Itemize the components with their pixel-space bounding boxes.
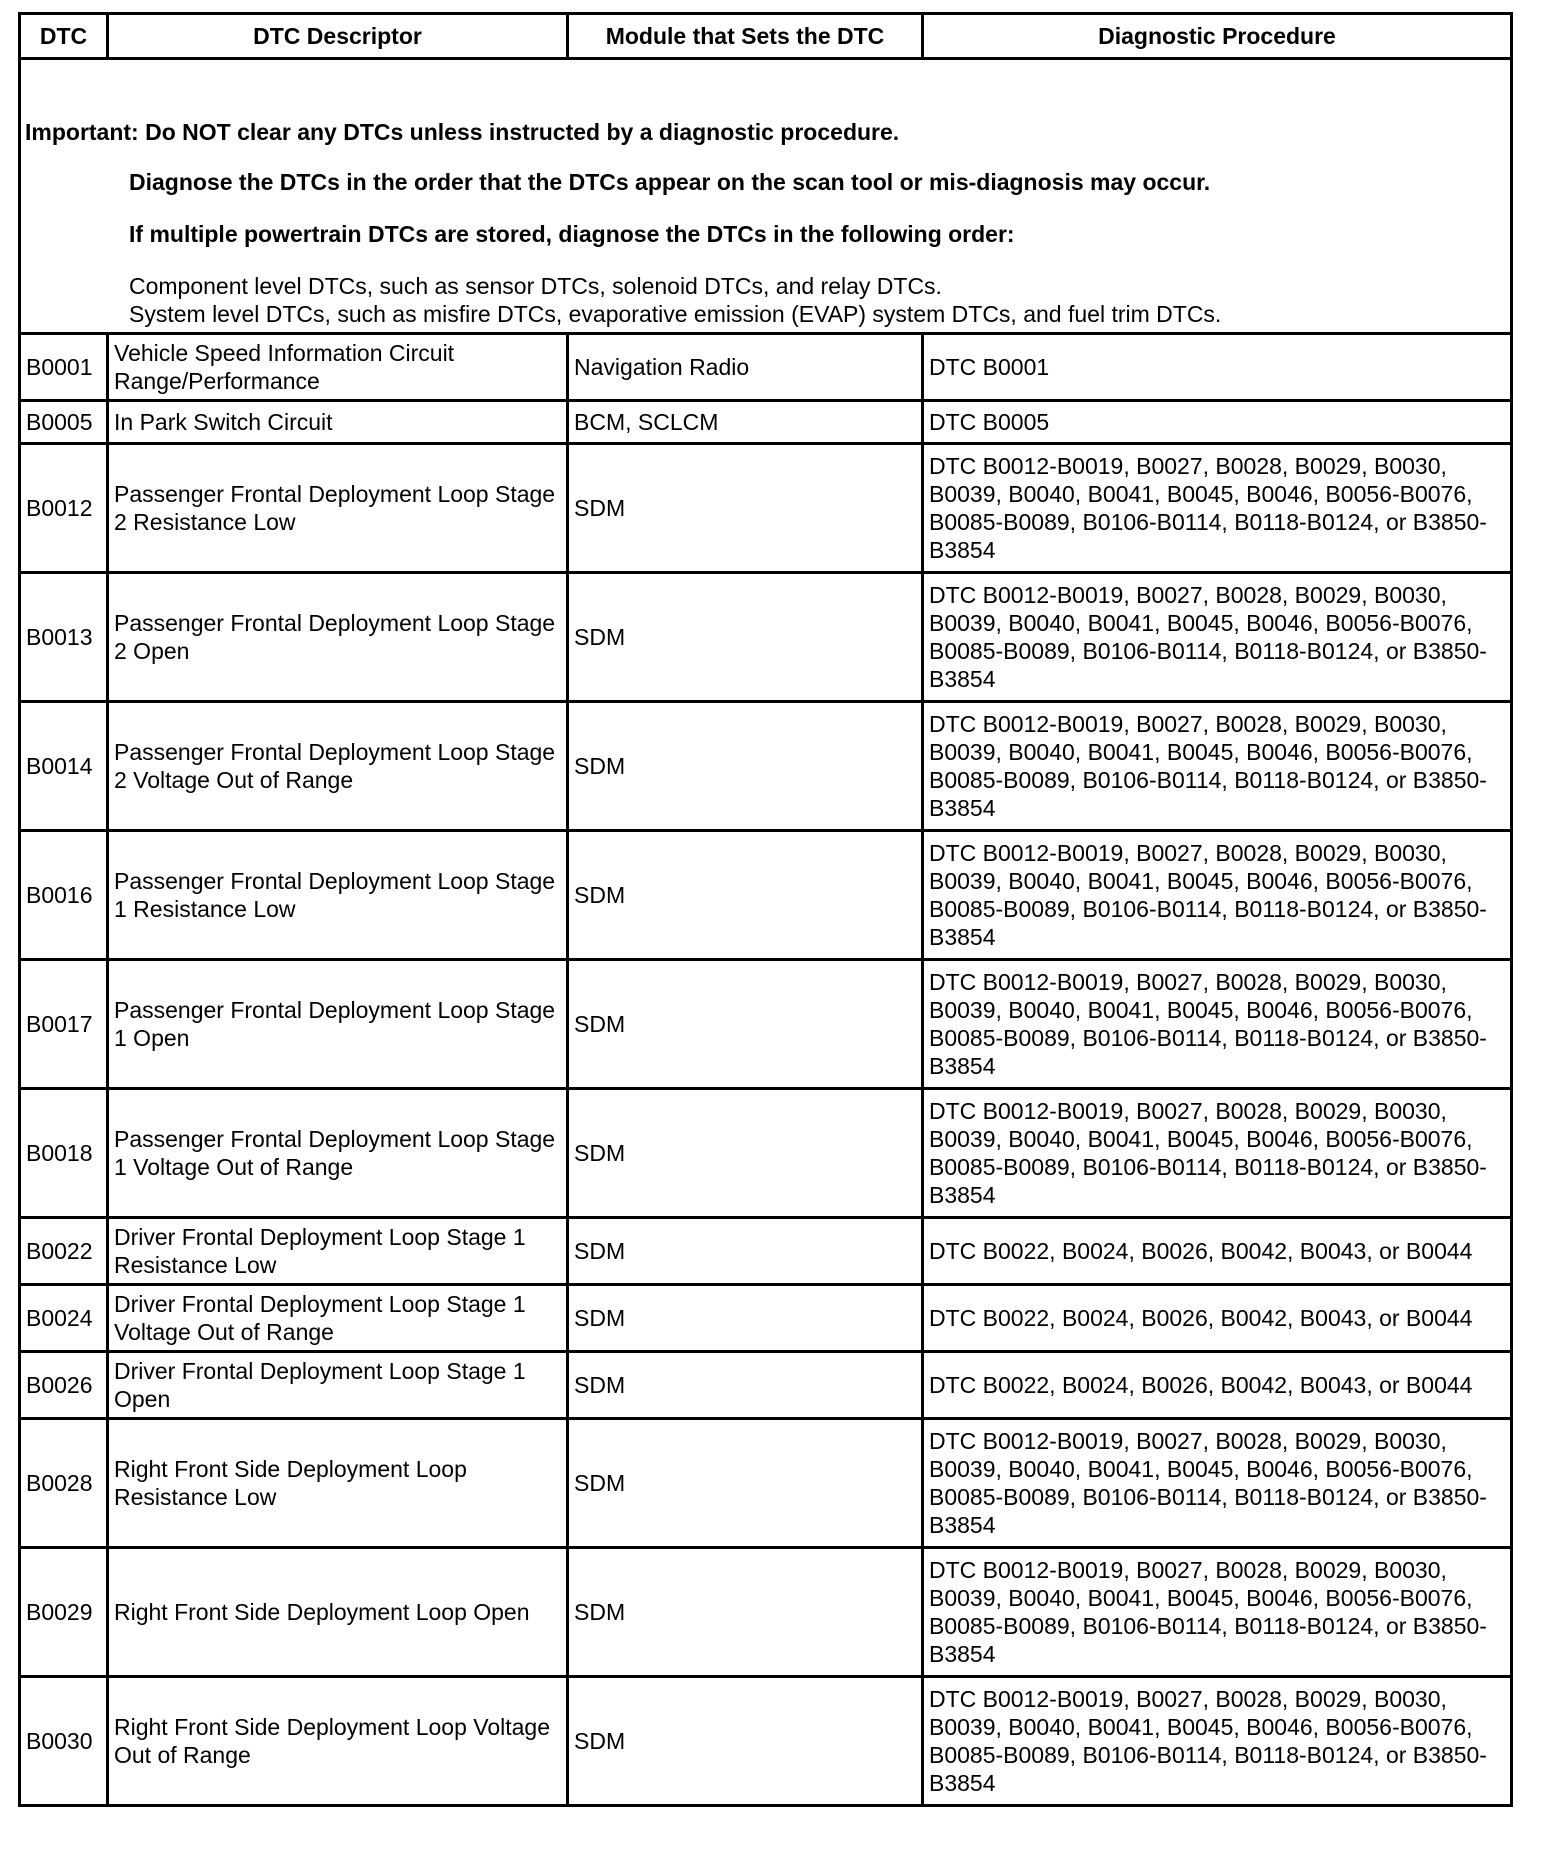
cell-descriptor: Right Front Side Deployment Loop Resistance Low: [108, 1419, 568, 1548]
cell-module: SDM: [568, 1285, 923, 1352]
table-row: [20, 1548, 1512, 1677]
table-row: [20, 1352, 1512, 1419]
cell-module: SDM: [568, 1352, 923, 1419]
cell-dtc: B0029: [20, 1548, 108, 1677]
cell-module: Navigation Radio: [568, 334, 923, 401]
header-procedure: Diagnostic Procedure: [923, 14, 1512, 59]
cell-procedure: DTC B0012-B0019, B0027, B0028, B0029, B0030, B0039, B0040, B0041, B0045, B0046, B0056-B0076, B0085-B0089, B0106-B0114, B0118-B0124, or B3850-B3854: [923, 960, 1512, 1089]
cell-dtc: B0026: [20, 1352, 108, 1419]
table-row: [20, 1285, 1512, 1352]
cell-procedure: DTC B0012-B0019, B0027, B0028, B0029, B0030, B0039, B0040, B0041, B0045, B0046, B0056-B0076, B0085-B0089, B0106-B0114, B0118-B0124, or B3850-B3854: [923, 1089, 1512, 1218]
cell-dtc: B0016: [20, 831, 108, 960]
cell-dtc: B0022: [20, 1218, 108, 1285]
cell-dtc: B0030: [20, 1677, 108, 1806]
cell-dtc: B0018: [20, 1089, 108, 1218]
order-note: Diagnose the DTCs in the order that the DTCs appear on the scan tool or mis-diagnosis may occur.: [129, 169, 1211, 195]
cell-descriptor: In Park Switch Circuit: [108, 401, 568, 444]
header-descriptor: DTC Descriptor: [108, 14, 568, 59]
cell-module: SDM: [568, 960, 923, 1089]
cell-descriptor: Vehicle Speed Information Circuit Range/Performance: [108, 334, 568, 401]
cell-procedure: DTC B0012-B0019, B0027, B0028, B0029, B0030, B0039, B0040, B0041, B0045, B0046, B0056-B0076, B0085-B0089, B0106-B0114, B0118-B0124, or B3850-B3854: [923, 1419, 1512, 1548]
cell-descriptor: Right Front Side Deployment Loop Voltage Out of Range: [108, 1677, 568, 1806]
cell-procedure: DTC B0022, B0024, B0026, B0042, B0043, or B0044: [923, 1285, 1512, 1352]
cell-module: SDM: [568, 831, 923, 960]
cell-descriptor: Passenger Frontal Deployment Loop Stage 1 Resistance Low: [108, 831, 568, 960]
cell-descriptor: Passenger Frontal Deployment Loop Stage 2 Voltage Out of Range: [108, 702, 568, 831]
table-row: [20, 1419, 1512, 1548]
cell-dtc: B0013: [20, 573, 108, 702]
cell-descriptor: Driver Frontal Deployment Loop Stage 1 Voltage Out of Range: [108, 1285, 568, 1352]
cell-descriptor: Driver Frontal Deployment Loop Stage 1 Resistance Low: [108, 1218, 568, 1285]
table-row: [20, 444, 1512, 573]
cell-procedure: DTC B0012-B0019, B0027, B0028, B0029, B0030, B0039, B0040, B0041, B0045, B0046, B0056-B0076, B0085-B0089, B0106-B0114, B0118-B0124, or B3850-B3854: [923, 1548, 1512, 1677]
cell-procedure: DTC B0012-B0019, B0027, B0028, B0029, B0030, B0039, B0040, B0041, B0045, B0046, B0056-B0076, B0085-B0089, B0106-B0114, B0118-B0124, or B3850-B3854: [923, 702, 1512, 831]
table-row: [20, 401, 1512, 444]
dtc-table: [18, 12, 1513, 1807]
cell-procedure: DTC B0001: [923, 334, 1512, 401]
table-row: [20, 702, 1512, 831]
cell-procedure: DTC B0012-B0019, B0027, B0028, B0029, B0030, B0039, B0040, B0041, B0045, B0046, B0056-B0076, B0085-B0089, B0106-B0114, B0118-B0124, or B3850-B3854: [923, 573, 1512, 702]
dtc-document: [18, 12, 1510, 1807]
cell-procedure: DTC B0012-B0019, B0027, B0028, B0029, B0030, B0039, B0040, B0041, B0045, B0046, B0056-B0076, B0085-B0089, B0106-B0114, B0118-B0124, or B3850-B3854: [923, 1677, 1512, 1806]
cell-descriptor: Passenger Frontal Deployment Loop Stage 1 Open: [108, 960, 568, 1089]
cell-module: SDM: [568, 1677, 923, 1806]
cell-dtc: B0012: [20, 444, 108, 573]
cell-module: BCM, SCLCM: [568, 401, 923, 444]
cell-procedure: DTC B0005: [923, 401, 1512, 444]
notes-row: [20, 59, 1512, 334]
component-note: Component level DTCs, such as sensor DTCs, solenoid DTCs, and relay DTCs.: [129, 273, 942, 299]
cell-dtc: B0001: [20, 334, 108, 401]
cell-module: SDM: [568, 1548, 923, 1677]
system-note: System level DTCs, such as misfire DTCs, evaporative emission (EVAP) system DTCs, and fuel trim DTCs.: [129, 301, 1222, 327]
cell-module: SDM: [568, 702, 923, 831]
cell-dtc: B0005: [20, 401, 108, 444]
table-row: [20, 334, 1512, 401]
table-row: [20, 1218, 1512, 1285]
cell-descriptor: Passenger Frontal Deployment Loop Stage 1 Voltage Out of Range: [108, 1089, 568, 1218]
cell-dtc: B0017: [20, 960, 108, 1089]
notes-cell: [20, 59, 1512, 334]
table-row: [20, 573, 1512, 702]
cell-module: SDM: [568, 1089, 923, 1218]
multiple-note: If multiple powertrain DTCs are stored, diagnose the DTCs in the following order:: [129, 221, 1015, 247]
cell-procedure: DTC B0012-B0019, B0027, B0028, B0029, B0030, B0039, B0040, B0041, B0045, B0046, B0056-B0076, B0085-B0089, B0106-B0114, B0118-B0124, or B3850-B3854: [923, 831, 1512, 960]
cell-descriptor: Driver Frontal Deployment Loop Stage 1 Open: [108, 1352, 568, 1419]
cell-procedure: DTC B0022, B0024, B0026, B0042, B0043, or B0044: [923, 1352, 1512, 1419]
cell-descriptor: Passenger Frontal Deployment Loop Stage 2 Open: [108, 573, 568, 702]
table-header-row: [20, 14, 1512, 59]
table-row: [20, 960, 1512, 1089]
cell-dtc: B0024: [20, 1285, 108, 1352]
header-module: Module that Sets the DTC: [568, 14, 923, 59]
table-row: [20, 1089, 1512, 1218]
important-note: Important: Do NOT clear any DTCs unless instructed by a diagnostic procedure.: [25, 119, 900, 145]
cell-module: SDM: [568, 1419, 923, 1548]
table-row: [20, 831, 1512, 960]
cell-dtc: B0014: [20, 702, 108, 831]
cell-module: SDM: [568, 1218, 923, 1285]
cell-module: SDM: [568, 573, 923, 702]
cell-procedure: DTC B0012-B0019, B0027, B0028, B0029, B0030, B0039, B0040, B0041, B0045, B0046, B0056-B0076, B0085-B0089, B0106-B0114, B0118-B0124, or B3850-B3854: [923, 444, 1512, 573]
cell-module: SDM: [568, 444, 923, 573]
cell-descriptor: Passenger Frontal Deployment Loop Stage 2 Resistance Low: [108, 444, 568, 573]
table-row: [20, 1677, 1512, 1806]
cell-dtc: B0028: [20, 1419, 108, 1548]
cell-descriptor: Right Front Side Deployment Loop Open: [108, 1548, 568, 1677]
cell-procedure: DTC B0022, B0024, B0026, B0042, B0043, or B0044: [923, 1218, 1512, 1285]
header-dtc: DTC: [20, 14, 108, 59]
